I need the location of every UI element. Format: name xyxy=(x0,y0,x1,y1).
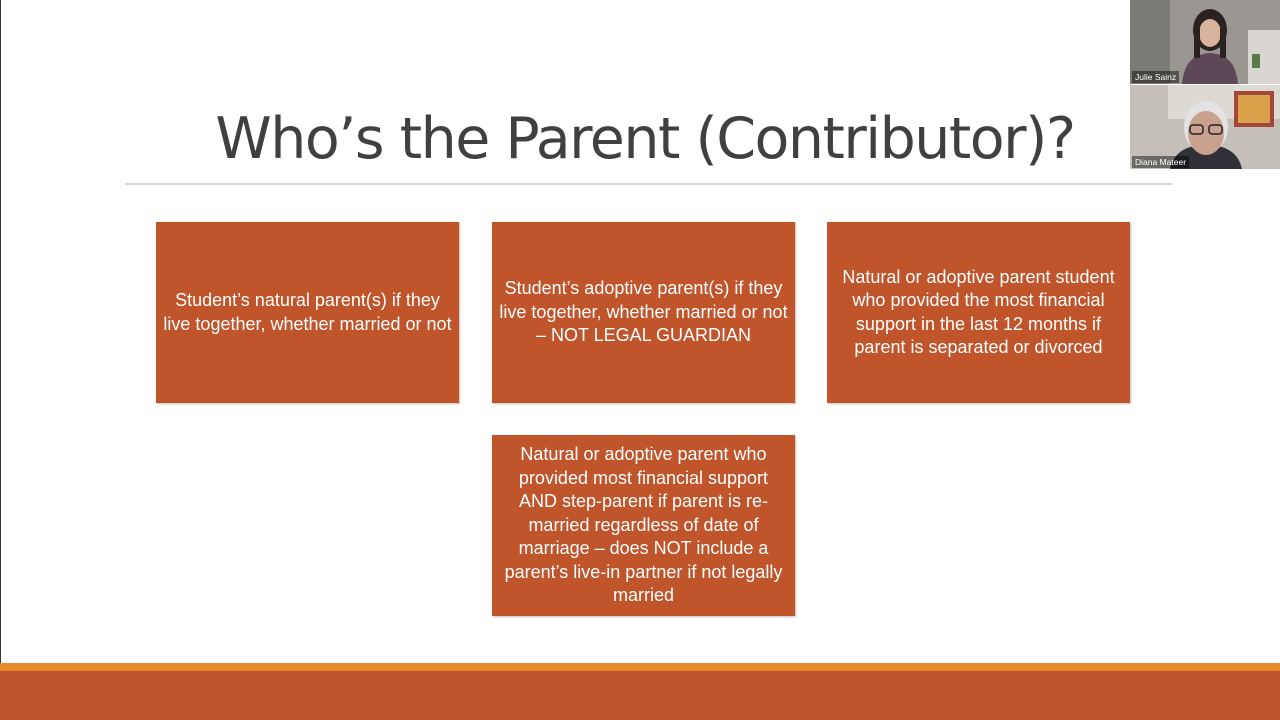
participant-video-tile[interactable] xyxy=(1130,85,1280,169)
parent-definition-box-adoptive xyxy=(492,222,795,403)
title-divider xyxy=(125,183,1172,185)
box-text: Student’s adoptive parent(s) if they live together, whether married or not – NOT LEGAL GUARDIAN xyxy=(499,278,788,346)
parent-definition-box-remarried xyxy=(492,435,795,616)
box-text: Student’s natural parent(s) if they live together, whether married or not xyxy=(163,290,452,334)
parent-definition-box-natural xyxy=(156,222,459,403)
footer-bar xyxy=(0,671,1280,720)
footer-accent-line xyxy=(0,663,1280,671)
participant-name: Diana Mateer xyxy=(1132,156,1189,168)
participant-name: Julie Sainz xyxy=(1132,71,1179,83)
slide-title: Who’s the Parent (Contributor)? xyxy=(215,106,1075,172)
box-text: Natural or adoptive parent student who provided the most financial support in the last 12 months if parent is separated or divorced xyxy=(842,266,1115,357)
parent-definition-box-separated xyxy=(827,222,1130,403)
participant-video-tile[interactable] xyxy=(1130,0,1280,84)
slide-left-border xyxy=(0,0,1,664)
box-text: Natural or adoptive parent who provided most financial support AND step-parent if parent is re-married regardless of date of marriage – does NOT include a parent’s live-in partner if not legally married xyxy=(504,444,783,606)
